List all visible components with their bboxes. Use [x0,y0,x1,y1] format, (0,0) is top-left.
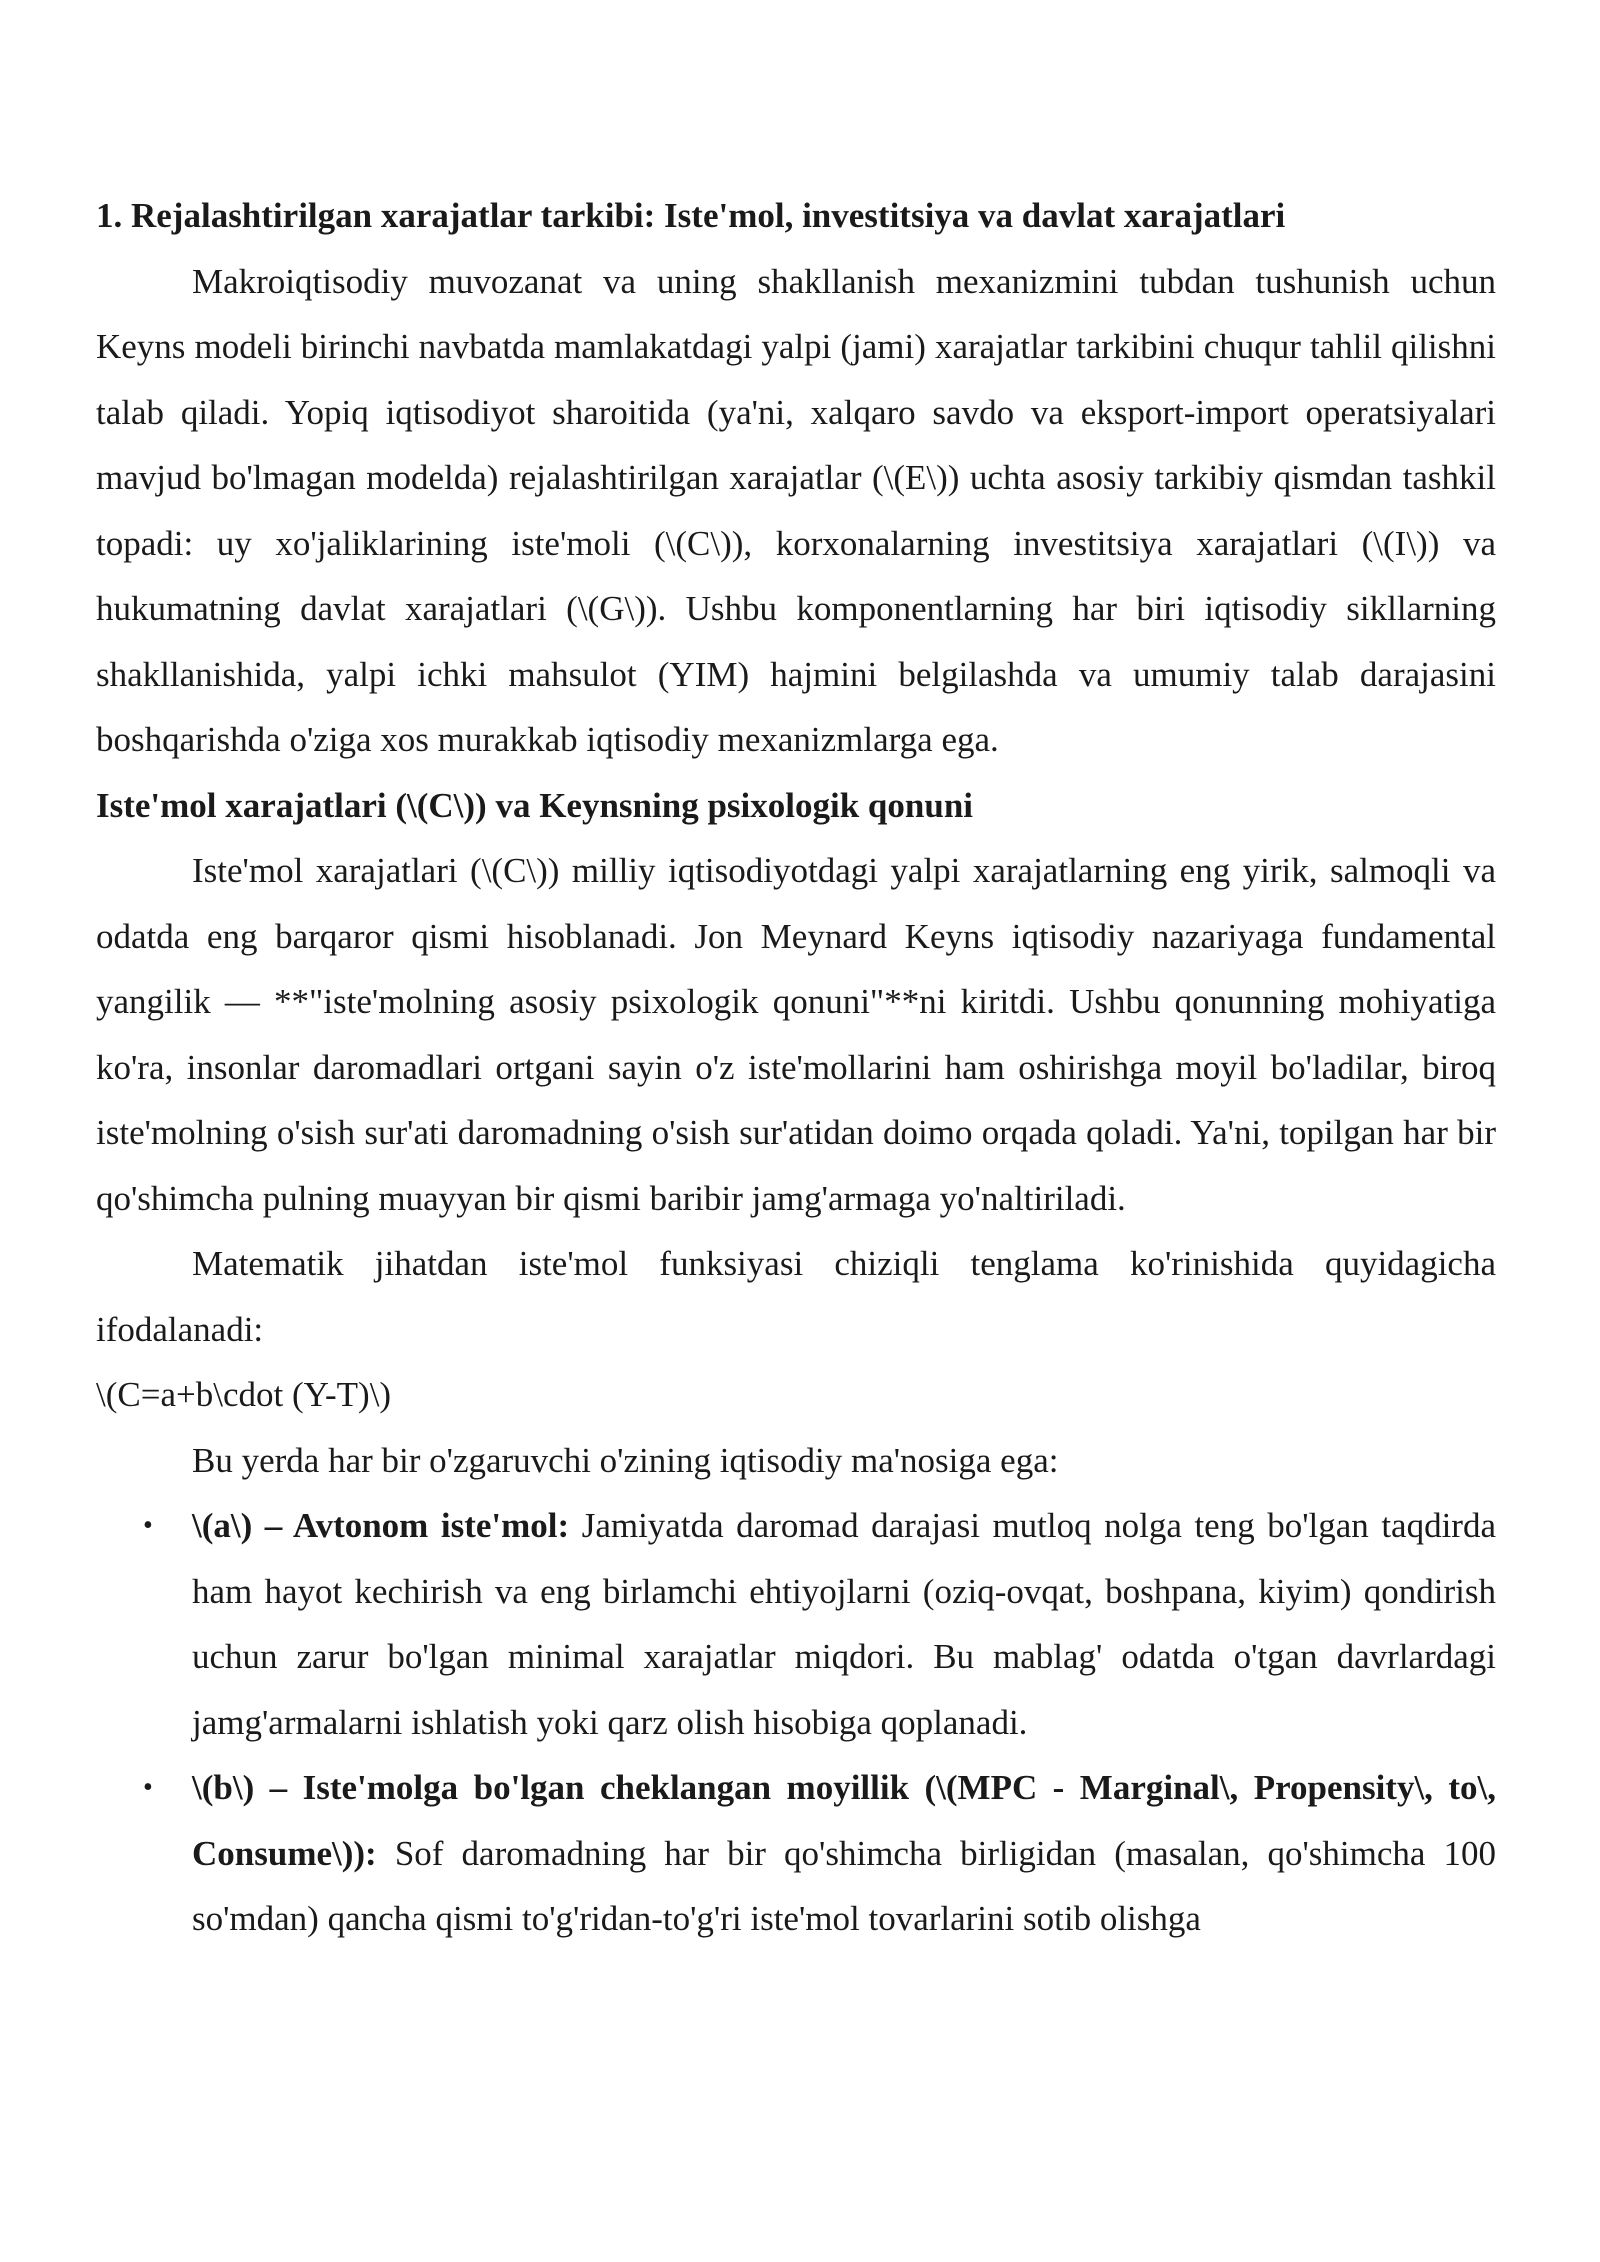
list-item-text: Jamiyatda daromad darajasi mutloq nolga teng bo'lgan taqdirda ham hayot kechirish va eng birlamchi ehtiyojlarni (oziq-ovqat, boshpana, kiyim) qondirish uchun zarur bo'lgan minimal xarajatlar miqdori. Bu mablag' odatda o'tgan davrlardagi jamg'armalarni ishlatish yoki qarz olish hisobiga qoplanadi. [192,1506,1497,1742]
consumption-paragraph: Iste'mol xarajatlari (\(C\)) milliy iqtisodiyotdagi yalpi xarajatlarning eng yirik, salmoqli va odatda eng barqaror qismi hisoblanadi. Jon Meynard Keyns iqtisodiy nazariyaga fundamental yangilik — **"iste'molning asosiy psixologik qonuni"**ni kiritdi. Ushbu qonunning mohiyatiga ko'ra, insonlar daromadlari ortgani sayin o'z iste'mollarini ham oshirishga moyil bo'ladilar, biroq iste'molning o'sish sur'ati daromadning o'sish sur'atidan doimo orqada qoladi. Ya'ni, topilgan har bir qo'shimcha pulning muayyan bir qismi baribir jamg'armaga yo'naltiriladi. [96,851,1496,1218]
list-item-text: Sof daromadning har bir qo'shimcha birligidan (masalan, qo'shimcha 100 so'mdan) qancha qismi to'g'ridan-to'g'ri iste'mol tovarlarini sotib olishga [192,1833,1496,1938]
list-item-autonomous-consumption [96,1493,1496,1755]
intro-paragraph: Makroiqtisodiy muvozanat va uning shakllanish mexanizmini tubdan tushunish uchun Keyns modeli birinchi navbatda mamlakatdagi yalpi (jami) xarajatlar tarkibini chuqur tahlil qilishni talab qiladi. Yopiq iqtisodiyot sharoitida (ya'ni, xalqaro savdo va eksport-import operatsiyalari mavjud bo'lmagan modelda) rejalashtirilgan xarajatlar (\(E\)) uchta asosiy tarkibiy qismdan tashkil topadi: uy xo'jaliklarining iste'moli (\(C\)), korxonalarning investitsiya xarajatlari (\(I\)) va hukumatning davlat xarajatlari (\(G\)). Ushbu komponentlarning har biri iqtisodiy sikllarning shakllanishida, yalpi ichki mahsulot (YIM) hajmini belgilashda va umumiy talab darajasini boshqarishda o'ziga xos murakkab iqtisodiy mexanizmlarga ega. [96,261,1496,759]
bullet-icon: • [143,1772,153,1803]
list-item-term: \(a\) – Avtonom iste'mol: [192,1506,570,1545]
variables-list [96,1493,1496,1952]
document-page [96,183,1496,1952]
variables-intro-paragraph: Bu yerda har bir o'zgaruvchi o'zining iqtisodiy ma'nosiga ega: [192,1440,1059,1480]
math-intro-paragraph: Matematik jihatdan iste'mol funksiyasi chiziqli tenglama ko'rinishida quyidagicha ifodalanadi: [96,1244,1496,1349]
list-item-mpc [96,1755,1496,1952]
bullet-icon: • [143,1510,153,1541]
section-heading: 1. Rejalashtirilgan xarajatlar tarkibi: Iste'mol, investitsiya va davlat xarajatlari [96,196,1286,235]
list-item-term: \(b\) – Iste'molga bo'lgan cheklangan moyillik (\(MPC - Marginal\, Propensity\, to\, Consume\)): [192,1768,1496,1873]
subsection-heading: Iste'mol xarajatlari (\(C\)) va Keynsning psixologik qonuni [96,785,974,825]
consumption-formula: \(C=a+b\cdot (Y-T)\) [96,1375,392,1414]
